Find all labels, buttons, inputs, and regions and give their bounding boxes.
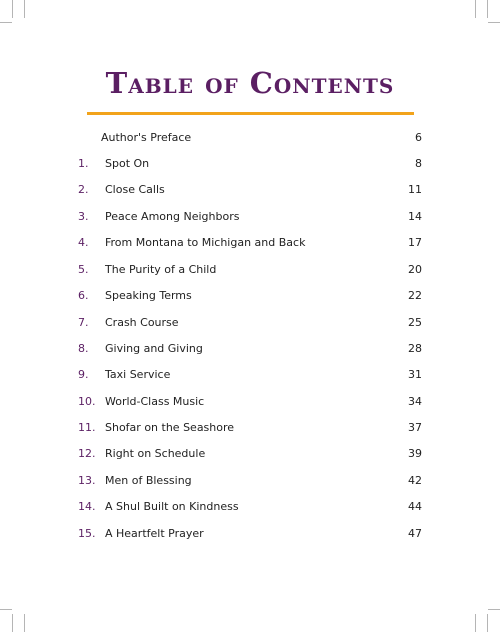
crop-mark (12, 0, 13, 18)
toc-entry-label: Men of Blessing (105, 474, 192, 487)
crop-mark (475, 0, 476, 18)
toc-entry-label: Giving and Giving (105, 342, 203, 355)
toc-entry[interactable] (0, 525, 500, 543)
toc-entry-label: Taxi Service (105, 368, 171, 381)
title-underline (87, 112, 414, 115)
toc-entry-number: 7. (78, 316, 89, 329)
toc-entry-page: 14 (408, 210, 422, 223)
toc-entry-page: 6 (415, 131, 422, 144)
toc-entry-number: 8. (78, 342, 89, 355)
toc-entry-page: 22 (408, 289, 422, 302)
toc-entry[interactable] (0, 208, 500, 226)
crop-mark (475, 614, 476, 632)
toc-entry[interactable] (0, 419, 500, 437)
toc-entry[interactable] (0, 287, 500, 305)
toc-entry-number: 6. (78, 289, 89, 302)
page-title: Table of Contents (105, 66, 395, 100)
toc-entry[interactable] (0, 393, 500, 411)
toc-entry-label: A Shul Built on Kindness (105, 500, 239, 513)
toc-entry-number: 5. (78, 263, 89, 276)
toc-entry-label: Close Calls (105, 183, 165, 196)
crop-mark (0, 609, 12, 610)
toc-entry-page: 20 (408, 263, 422, 276)
toc-entry[interactable] (0, 366, 500, 384)
toc-entry-label: Peace Among Neighbors (105, 210, 240, 223)
toc-entry-label: Right on Schedule (105, 447, 206, 460)
toc-entry-label: Shofar on the Seashore (105, 421, 235, 434)
toc-entry-page: 42 (408, 474, 422, 487)
toc-entry[interactable] (0, 314, 500, 332)
toc-entry-number: 10. (78, 395, 96, 408)
toc-entry-preface[interactable] (0, 129, 500, 147)
toc-entry-number: 3. (78, 210, 89, 223)
toc-entry-label: A Heartfelt Prayer (105, 527, 204, 540)
toc-entry-page: 37 (408, 421, 422, 434)
toc-entry-page: 39 (408, 447, 422, 460)
crop-mark (488, 22, 500, 23)
toc-entry[interactable] (0, 181, 500, 199)
toc-entry-number: 2. (78, 183, 89, 196)
toc-entry-page: 25 (408, 316, 422, 329)
toc-entry-page: 47 (408, 527, 422, 540)
toc-entry-label: Crash Course (105, 316, 179, 329)
crop-mark (487, 0, 488, 18)
toc-entry-number: 9. (78, 368, 89, 381)
toc-entry-number: 14. (78, 500, 96, 513)
toc-entry-number: 15. (78, 527, 96, 540)
toc-entry[interactable] (0, 445, 500, 463)
toc-entry-label: Author's Preface (101, 131, 192, 144)
toc-entry-label: Speaking Terms (105, 289, 192, 302)
toc-entry[interactable] (0, 234, 500, 252)
toc-entry-page: 34 (408, 395, 422, 408)
toc-entry-number: 1. (78, 157, 89, 170)
toc-entry[interactable] (0, 498, 500, 516)
toc-entry-page: 31 (408, 368, 422, 381)
toc-entry-page: 44 (408, 500, 422, 513)
toc-entry-page: 11 (408, 183, 422, 196)
toc-entry-number: 12. (78, 447, 96, 460)
toc-entry-label: Spot On (105, 157, 150, 170)
crop-mark (24, 0, 25, 18)
toc-entry-page: 8 (415, 157, 422, 170)
crop-mark (0, 22, 12, 23)
toc-entry[interactable] (0, 155, 500, 173)
toc-entry-page: 28 (408, 342, 422, 355)
toc-entry[interactable] (0, 472, 500, 490)
toc-entry-number: 13. (78, 474, 96, 487)
toc-entry-label: The Purity of a Child (105, 263, 217, 276)
crop-mark (488, 609, 500, 610)
toc-entry-page: 17 (408, 236, 422, 249)
toc-entry-number: 4. (78, 236, 89, 249)
toc-entry-label: World-Class Music (105, 395, 205, 408)
crop-mark (12, 614, 13, 632)
toc-entry-label: From Montana to Michigan and Back (105, 236, 306, 249)
crop-mark (487, 614, 488, 632)
toc-entry[interactable] (0, 261, 500, 279)
crop-mark (24, 614, 25, 632)
toc-entry-number: 11. (78, 421, 96, 434)
toc-entry[interactable] (0, 340, 500, 358)
